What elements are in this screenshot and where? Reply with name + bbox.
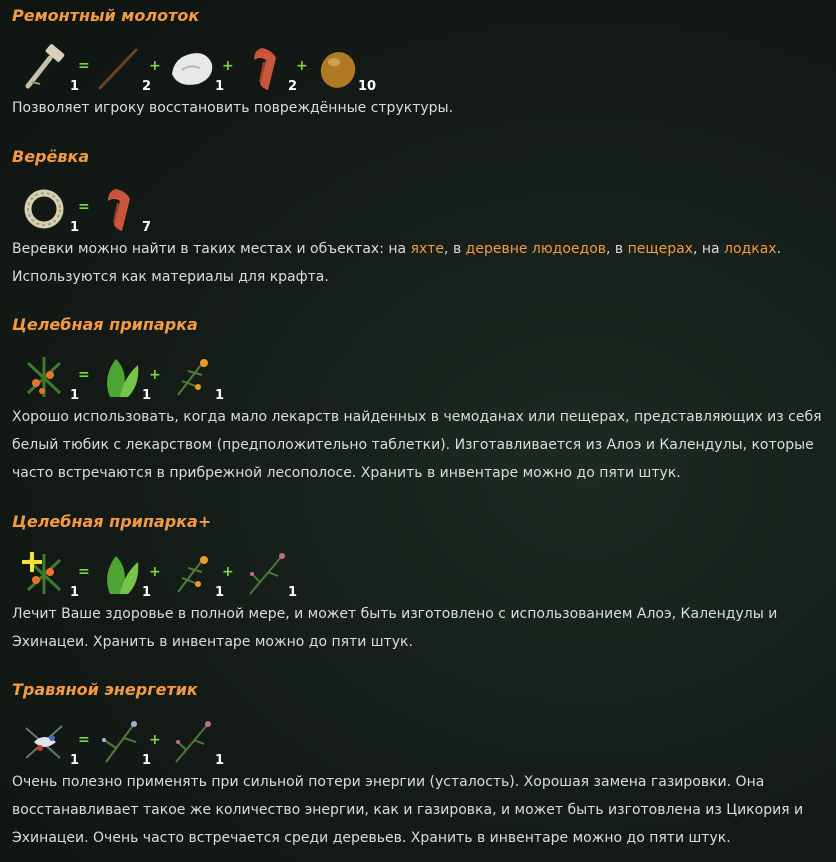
desc-text: Используются как материалы для крафта. xyxy=(12,269,329,285)
section-title: Ремонтный молоток xyxy=(12,6,200,25)
cloth-icon[interactable] xyxy=(96,185,144,233)
aloe-icon[interactable] xyxy=(96,353,144,401)
marigold-icon[interactable] xyxy=(168,353,216,401)
repair-hammer-icon[interactable] xyxy=(20,44,68,92)
section-title: Травяной энергетик xyxy=(12,680,198,699)
marigold-icon[interactable] xyxy=(168,550,216,598)
recipe-row xyxy=(12,718,830,768)
desc-text: , в xyxy=(606,241,628,257)
result-qty: 1 xyxy=(70,753,80,768)
ingredient-qty: 1 xyxy=(215,585,225,600)
herbal-poultice-icon[interactable] xyxy=(20,353,68,401)
desc-text: . xyxy=(776,241,782,257)
equals-sign: = xyxy=(78,199,90,215)
section-title: Верёвка xyxy=(12,147,90,166)
result-qty: 1 xyxy=(70,220,80,235)
plus-sign: + xyxy=(149,367,161,383)
link-boats[interactable]: лодках xyxy=(724,241,777,257)
section-description: Хорошо использовать, когда мало лекарств найденных в чемоданах или пещерах, представляющих из себя белый тюбик с лекарством (предположительно таблетки). Изготавливается из Алоэ и Календулы, которые часто встречаются в прибрежной лесополосе. Хранить в инвентаре можно до пяти штук. xyxy=(12,409,822,481)
equals-sign: = xyxy=(78,564,90,580)
ingredient-qty: 10 xyxy=(358,79,377,94)
recipe-row xyxy=(12,185,830,235)
result-qty: 1 xyxy=(70,79,80,94)
ingredient-qty: 1 xyxy=(142,585,152,600)
recipe-section-herbal-poultice-plus xyxy=(12,512,830,656)
ingredient-qty: 2 xyxy=(288,79,298,94)
desc-text: , в xyxy=(444,241,466,257)
rope-icon[interactable] xyxy=(20,185,68,233)
recipe-row xyxy=(12,550,830,600)
desc-text: , на xyxy=(692,241,725,257)
equals-sign: = xyxy=(78,732,90,748)
stick-icon[interactable] xyxy=(94,44,142,92)
ingredient-qty: 1 xyxy=(288,585,298,600)
link-cannibal-village[interactable]: деревне людоедов xyxy=(465,241,607,257)
aloe-icon[interactable] xyxy=(96,550,144,598)
cloth-icon[interactable] xyxy=(242,44,290,92)
recipe-section-herbal-poultice xyxy=(12,315,830,487)
desc-text: Веревки можно найти в таких местах и объектах: на xyxy=(12,241,411,257)
ingredient-qty: 1 xyxy=(142,388,152,403)
section-title: Целебная припарка xyxy=(12,315,198,334)
ingredient-qty: 1 xyxy=(215,753,225,768)
ingredient-qty: 1 xyxy=(215,388,225,403)
ingredient-qty: 1 xyxy=(142,753,152,768)
recipe-section-rope xyxy=(12,147,830,291)
echinacea-icon[interactable] xyxy=(242,550,290,598)
recipe-row xyxy=(12,44,830,94)
ingredient-qty: 1 xyxy=(215,79,225,94)
recipe-section-repair-hammer xyxy=(12,6,830,122)
section-title: Целебная припарка+ xyxy=(12,512,212,531)
section-description xyxy=(12,235,830,291)
plus-sign: + xyxy=(222,564,234,580)
plus-sign: + xyxy=(149,732,161,748)
herbal-poultice-plus-icon[interactable] xyxy=(20,550,68,598)
section-description: Очень полезно применять при сильной потери энергии (усталость). Хорошая замена газировки. Она восстанавливает такое же количество энергии, как и газировка, и может быть изготовлена из Цикория и Эхинацеи. Очень часто встречается среди деревьев. Хранить в инвентаре можно до пяти штук. xyxy=(12,774,804,846)
recipe-section-herbal-energy-mix xyxy=(12,680,830,852)
echinacea-icon[interactable] xyxy=(168,718,216,766)
herbal-energy-mix-icon[interactable] xyxy=(20,718,68,766)
equals-sign: = xyxy=(78,367,90,383)
ingredient-qty: 7 xyxy=(142,220,152,235)
section-description: Лечит Ваше здоровье в полной мере, и может быть изготовлено с использованием Алоэ, Календулы и Эхинацеи. Хранить в инвентаре можно до пяти штук. xyxy=(12,606,778,650)
link-caves[interactable]: пещерах xyxy=(627,241,693,257)
result-qty: 1 xyxy=(70,585,80,600)
plus-sign: + xyxy=(296,58,308,74)
recipe-row xyxy=(12,353,830,403)
plus-sign: + xyxy=(149,58,161,74)
result-qty: 1 xyxy=(70,388,80,403)
ingredient-qty: 2 xyxy=(142,79,152,94)
rock-icon[interactable] xyxy=(168,44,216,92)
equals-sign: = xyxy=(78,58,90,74)
plus-sign: + xyxy=(149,564,161,580)
section-description: Позволяет игроку восстановить повреждённые структуры. xyxy=(12,100,454,116)
chicory-icon[interactable] xyxy=(96,718,144,766)
tree-sap-icon[interactable] xyxy=(314,44,362,92)
plus-sign: + xyxy=(222,58,234,74)
link-yacht[interactable]: яхте xyxy=(410,241,445,257)
